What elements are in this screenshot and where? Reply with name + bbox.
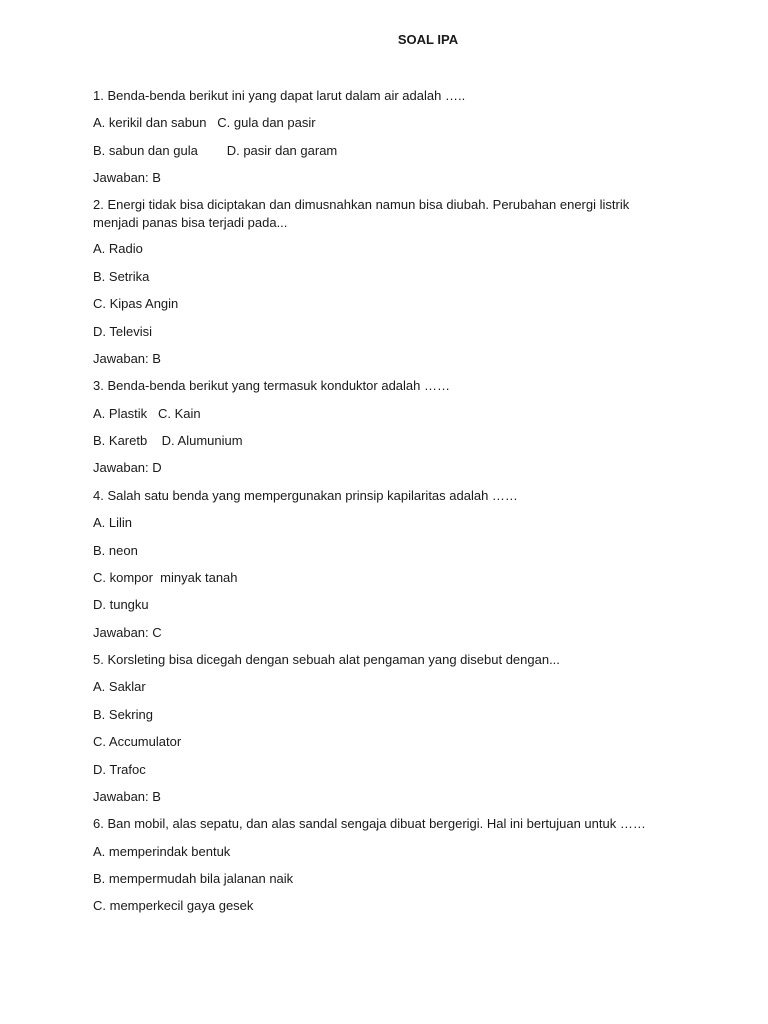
question-5-option-b: B. Sekring — [93, 707, 153, 722]
question-6-option-a: A. memperindak bentuk — [93, 844, 231, 859]
question-1-options-b-d: B. sabun dan gula D. pasir dan garam — [93, 143, 338, 158]
question-2-answer: Jawaban: B — [93, 351, 161, 366]
document-title: SOAL IPA — [397, 32, 459, 47]
question-5-option-c: C. Accumulator — [93, 734, 182, 749]
question-6-option-c: C. memperkecil gaya gesek — [93, 898, 254, 913]
question-2: 2. Energi tidak bisa diciptakan dan dimusnahkan namun bisa diubah. Perubahan energi listrik menjadi panas bisa terjadi pada... — [93, 197, 630, 230]
question-5-option-a: A. Saklar — [93, 679, 146, 694]
question-5-option-d: D. Trafoc — [93, 762, 146, 777]
question-4-option-d: D. tungku — [93, 597, 149, 612]
question-5-answer: Jawaban: B — [93, 789, 161, 804]
question-3-options-b-d: B. Karetb D. Alumunium — [93, 433, 243, 448]
question-3-options-a-c: A. Plastik C. Kain — [93, 406, 201, 421]
question-2-option-c: C. Kipas Angin — [93, 296, 179, 311]
question-1: 1. Benda-benda berikut ini yang dapat larut dalam air adalah ….. — [93, 88, 466, 103]
question-5: 5. Korsleting bisa dicegah dengan sebuah alat pengaman yang disebut dengan... — [93, 652, 560, 667]
question-4-option-b: B. neon — [93, 543, 138, 558]
question-3-answer: Jawaban: D — [93, 460, 162, 475]
question-4-option-c: C. kompor minyak tanah — [93, 570, 238, 585]
question-2-option-b: B. Setrika — [93, 269, 150, 284]
question-6-option-b: B. mempermudah bila jalanan naik — [93, 871, 294, 886]
question-2-option-a: A. Radio — [93, 241, 143, 256]
question-4: 4. Salah satu benda yang mempergunakan prinsip kapilaritas adalah …… — [93, 488, 518, 503]
question-3: 3. Benda-benda berikut yang termasuk konduktor adalah …… — [93, 378, 450, 393]
question-6: 6. Ban mobil, alas sepatu, dan alas sandal sengaja dibuat bergerigi. Hal ini bertujuan untuk …… — [93, 816, 646, 831]
question-4-answer: Jawaban: C — [93, 625, 162, 640]
question-4-option-a: A. Lilin — [93, 515, 133, 530]
question-1-options-a-c: A. kerikil dan sabun C. gula dan pasir — [93, 115, 316, 130]
question-2-option-d: D. Televisi — [93, 324, 153, 339]
question-1-answer: Jawaban: B — [93, 170, 161, 185]
